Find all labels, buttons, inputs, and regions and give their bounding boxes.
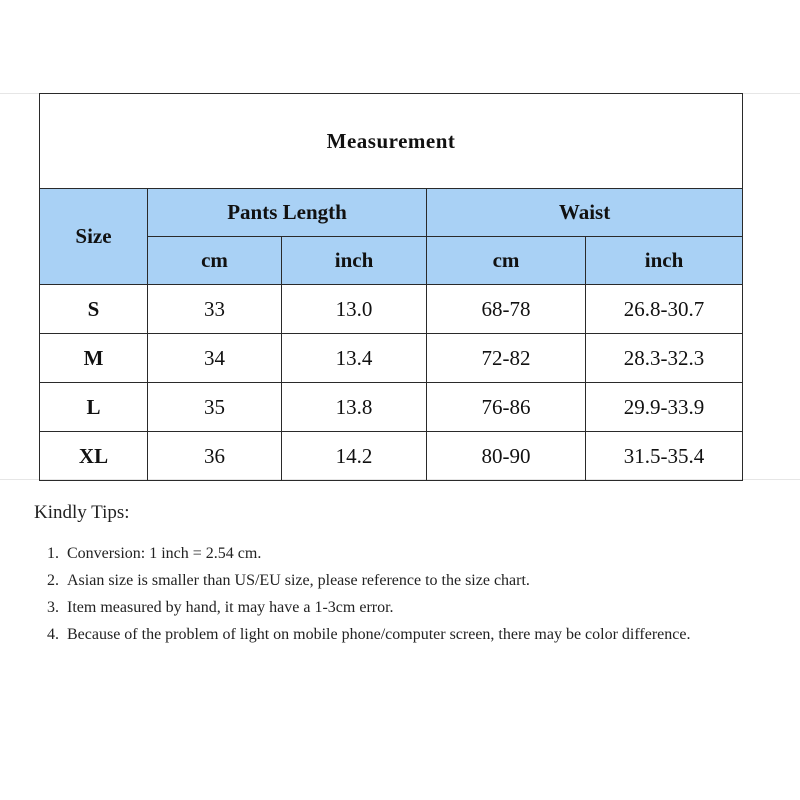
pants-inch-cell: 13.8 xyxy=(282,383,427,432)
pants-cm-header: cm xyxy=(148,237,282,285)
waist-header: Waist xyxy=(427,189,743,237)
pants-length-header: Pants Length xyxy=(148,189,427,237)
table-title: Measurement xyxy=(40,94,743,189)
table-row xyxy=(40,334,743,383)
pants-cm-cell: 33 xyxy=(148,285,282,334)
pants-inch-header: inch xyxy=(282,237,427,285)
waist-cm-cell: 68-78 xyxy=(427,285,586,334)
pants-inch-cell: 13.4 xyxy=(282,334,427,383)
waist-cm-header: cm xyxy=(427,237,586,285)
size-header: Size xyxy=(40,189,148,285)
size-chart-table xyxy=(39,93,743,481)
table-row xyxy=(40,285,743,334)
tip-item: 1. Conversion: 1 inch = 2.54 cm. xyxy=(63,540,754,567)
pants-cm-cell: 35 xyxy=(148,383,282,432)
waist-inch-cell: 28.3-32.3 xyxy=(586,334,743,383)
size-cell: L xyxy=(40,383,148,432)
waist-inch-cell: 31.5-35.4 xyxy=(586,432,743,481)
waist-cm-cell: 72-82 xyxy=(427,334,586,383)
pants-cm-cell: 34 xyxy=(148,334,282,383)
waist-cm-cell: 76-86 xyxy=(427,383,586,432)
waist-inch-cell: 26.8-30.7 xyxy=(586,285,743,334)
table-row xyxy=(40,383,743,432)
size-cell: S xyxy=(40,285,148,334)
tips-section xyxy=(34,502,754,648)
pants-cm-cell: 36 xyxy=(148,432,282,481)
size-cell: XL xyxy=(40,432,148,481)
tip-item: 4. Because of the problem of light on mobile phone/computer screen, there may be color difference. xyxy=(63,621,754,648)
tips-list xyxy=(34,540,754,648)
pants-inch-cell: 13.0 xyxy=(282,285,427,334)
tips-title: Kindly Tips: xyxy=(34,502,130,523)
pants-inch-cell: 14.2 xyxy=(282,432,427,481)
waist-cm-cell: 80-90 xyxy=(427,432,586,481)
tip-item: 3. Item measured by hand, it may have a 1-3cm error. xyxy=(63,594,754,621)
waist-inch-header: inch xyxy=(586,237,743,285)
table-row xyxy=(40,432,743,481)
size-cell: M xyxy=(40,334,148,383)
tip-item: 2. Asian size is smaller than US/EU size, please reference to the size chart. xyxy=(63,567,754,594)
waist-inch-cell: 29.9-33.9 xyxy=(586,383,743,432)
